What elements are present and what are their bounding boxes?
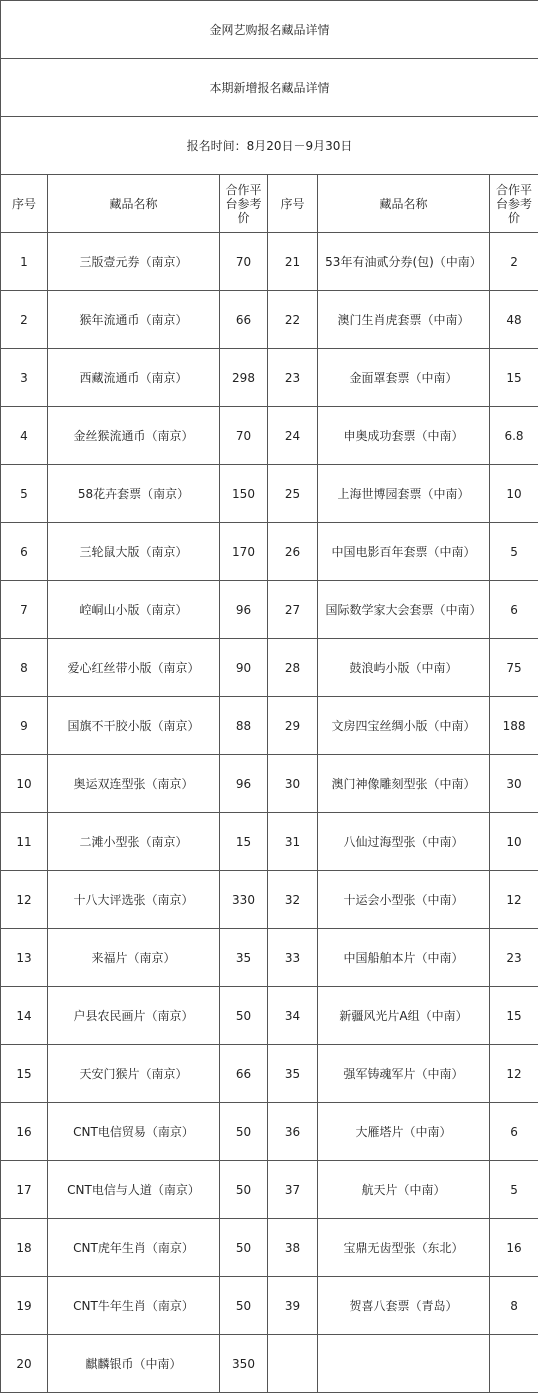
header-seq-right: 序号 <box>268 175 318 233</box>
table-row <box>1 697 538 755</box>
left-price: 35 <box>220 929 268 987</box>
right-seq: 30 <box>268 755 318 813</box>
page-title: 金网艺购报名藏品详情 <box>1 1 538 59</box>
left-name: 西藏流通币（南京） <box>48 349 220 407</box>
header-name-right: 藏品名称 <box>318 175 490 233</box>
left-name: 爱心红丝带小版（南京） <box>48 639 220 697</box>
right-name: 十运会小型张（中南） <box>318 871 490 929</box>
left-price: 96 <box>220 755 268 813</box>
left-seq: 13 <box>1 929 48 987</box>
left-price: 90 <box>220 639 268 697</box>
left-seq: 16 <box>1 1103 48 1161</box>
right-seq: 34 <box>268 987 318 1045</box>
right-price: 16 <box>490 1219 538 1277</box>
right-name <box>318 1335 490 1393</box>
left-price: 330 <box>220 871 268 929</box>
left-seq: 15 <box>1 1045 48 1103</box>
left-price: 50 <box>220 1103 268 1161</box>
header-row <box>1 175 538 233</box>
right-seq: 24 <box>268 407 318 465</box>
right-name: 上海世博园套票（中南） <box>318 465 490 523</box>
right-seq: 26 <box>268 523 318 581</box>
left-seq: 14 <box>1 987 48 1045</box>
table-row <box>1 523 538 581</box>
table-row <box>1 1161 538 1219</box>
left-seq: 20 <box>1 1335 48 1393</box>
left-price: 50 <box>220 987 268 1045</box>
table-row <box>1 813 538 871</box>
left-name: 猴年流通币（南京） <box>48 291 220 349</box>
left-price: 50 <box>220 1219 268 1277</box>
left-name: CNT牛年生肖（南京） <box>48 1277 220 1335</box>
left-name: 十八大评选张（南京） <box>48 871 220 929</box>
right-price: 6 <box>490 581 538 639</box>
left-seq: 17 <box>1 1161 48 1219</box>
right-price: 12 <box>490 1045 538 1103</box>
right-seq: 27 <box>268 581 318 639</box>
right-price: 188 <box>490 697 538 755</box>
right-seq: 28 <box>268 639 318 697</box>
right-price: 15 <box>490 987 538 1045</box>
left-name: 金丝猴流通币（南京） <box>48 407 220 465</box>
right-name: 鼓浪屿小版（中南） <box>318 639 490 697</box>
header-seq-left: 序号 <box>1 175 48 233</box>
right-price: 8 <box>490 1277 538 1335</box>
left-seq: 6 <box>1 523 48 581</box>
right-price: 23 <box>490 929 538 987</box>
right-price: 6 <box>490 1103 538 1161</box>
table-row <box>1 407 538 465</box>
table-row <box>1 1277 538 1335</box>
left-price: 70 <box>220 407 268 465</box>
right-price: 48 <box>490 291 538 349</box>
table-row <box>1 233 538 291</box>
table-row <box>1 1335 538 1393</box>
left-price: 88 <box>220 697 268 755</box>
right-seq: 23 <box>268 349 318 407</box>
left-name: 来福片（南京） <box>48 929 220 987</box>
right-name: 申奥成功套票（中南） <box>318 407 490 465</box>
left-seq: 4 <box>1 407 48 465</box>
right-seq: 22 <box>268 291 318 349</box>
table-row <box>1 349 538 407</box>
left-name: 崆峒山小版（南京） <box>48 581 220 639</box>
right-price: 30 <box>490 755 538 813</box>
right-name: 大雁塔片（中南） <box>318 1103 490 1161</box>
right-seq: 33 <box>268 929 318 987</box>
table-row <box>1 755 538 813</box>
left-price: 96 <box>220 581 268 639</box>
right-name: 澳门神像雕刻型张（中南） <box>318 755 490 813</box>
left-price: 298 <box>220 349 268 407</box>
right-name: 贺喜八套票（青岛） <box>318 1277 490 1335</box>
left-name: 58花卉套票（南京） <box>48 465 220 523</box>
table-row <box>1 1045 538 1103</box>
right-seq: 36 <box>268 1103 318 1161</box>
right-name: 文房四宝丝绸小版（中南） <box>318 697 490 755</box>
left-price: 350 <box>220 1335 268 1393</box>
right-seq <box>268 1335 318 1393</box>
left-price: 70 <box>220 233 268 291</box>
left-seq: 7 <box>1 581 48 639</box>
right-name: 金面罩套票（中南） <box>318 349 490 407</box>
right-price: 75 <box>490 639 538 697</box>
right-seq: 29 <box>268 697 318 755</box>
table-row <box>1 929 538 987</box>
left-name: CNT虎年生肖（南京） <box>48 1219 220 1277</box>
right-price: 12 <box>490 871 538 929</box>
right-seq: 38 <box>268 1219 318 1277</box>
right-name: 八仙过海型张（中南） <box>318 813 490 871</box>
table-row <box>1 1103 538 1161</box>
left-price: 66 <box>220 1045 268 1103</box>
right-seq: 32 <box>268 871 318 929</box>
left-seq: 9 <box>1 697 48 755</box>
table-row <box>1 581 538 639</box>
left-name: 二滩小型张（南京） <box>48 813 220 871</box>
table-row <box>1 639 538 697</box>
left-name: CNT电信贸易（南京） <box>48 1103 220 1161</box>
right-seq: 31 <box>268 813 318 871</box>
right-price: 15 <box>490 349 538 407</box>
left-seq: 18 <box>1 1219 48 1277</box>
left-seq: 19 <box>1 1277 48 1335</box>
left-name: 麒麟银币（中南） <box>48 1335 220 1393</box>
left-seq: 12 <box>1 871 48 929</box>
left-seq: 10 <box>1 755 48 813</box>
left-name: 三版壹元券（南京） <box>48 233 220 291</box>
right-seq: 39 <box>268 1277 318 1335</box>
header-name-left: 藏品名称 <box>48 175 220 233</box>
right-name: 宝鼎无齿型张（东北） <box>318 1219 490 1277</box>
left-seq: 2 <box>1 291 48 349</box>
left-price: 50 <box>220 1161 268 1219</box>
left-seq: 3 <box>1 349 48 407</box>
right-price: 5 <box>490 523 538 581</box>
right-name: 澳门生肖虎套票（中南） <box>318 291 490 349</box>
right-name: 53年有油贰分券(包)（中南） <box>318 233 490 291</box>
right-seq: 37 <box>268 1161 318 1219</box>
page-subtitle: 本期新增报名藏品详情 <box>1 59 538 117</box>
table-row <box>1 987 538 1045</box>
header-price-right: 合作平台参考价 <box>490 175 538 233</box>
table-row <box>1 465 538 523</box>
left-name: CNT电信与人道（南京） <box>48 1161 220 1219</box>
right-name: 国际数学家大会套票（中南） <box>318 581 490 639</box>
right-price <box>490 1335 538 1393</box>
right-price: 5 <box>490 1161 538 1219</box>
left-name: 三轮鼠大版（南京） <box>48 523 220 581</box>
right-name: 中国电影百年套票（中南） <box>318 523 490 581</box>
registration-period: 报名时间：8月20日－9月30日 <box>1 117 538 175</box>
left-seq: 8 <box>1 639 48 697</box>
table-row <box>1 1219 538 1277</box>
left-seq: 5 <box>1 465 48 523</box>
right-seq: 35 <box>268 1045 318 1103</box>
right-name: 强军铸魂军片（中南） <box>318 1045 490 1103</box>
right-name: 新疆风光片A组（中南） <box>318 987 490 1045</box>
left-seq: 11 <box>1 813 48 871</box>
left-price: 50 <box>220 1277 268 1335</box>
table-row <box>1 291 538 349</box>
left-price: 15 <box>220 813 268 871</box>
left-name: 户县农民画片（南京） <box>48 987 220 1045</box>
left-price: 170 <box>220 523 268 581</box>
right-price: 10 <box>490 465 538 523</box>
left-name: 国旗不干胶小版（南京） <box>48 697 220 755</box>
left-price: 66 <box>220 291 268 349</box>
right-price: 2 <box>490 233 538 291</box>
right-seq: 21 <box>268 233 318 291</box>
left-price: 150 <box>220 465 268 523</box>
right-price: 10 <box>490 813 538 871</box>
left-seq: 1 <box>1 233 48 291</box>
left-name: 天安门猴片（南京） <box>48 1045 220 1103</box>
left-name: 奥运双连型张（南京） <box>48 755 220 813</box>
right-name: 中国船舶本片（中南） <box>318 929 490 987</box>
table-row <box>1 871 538 929</box>
right-price: 6.8 <box>490 407 538 465</box>
right-name: 航天片（中南） <box>318 1161 490 1219</box>
right-seq: 25 <box>268 465 318 523</box>
header-price-left: 合作平台参考价 <box>220 175 268 233</box>
